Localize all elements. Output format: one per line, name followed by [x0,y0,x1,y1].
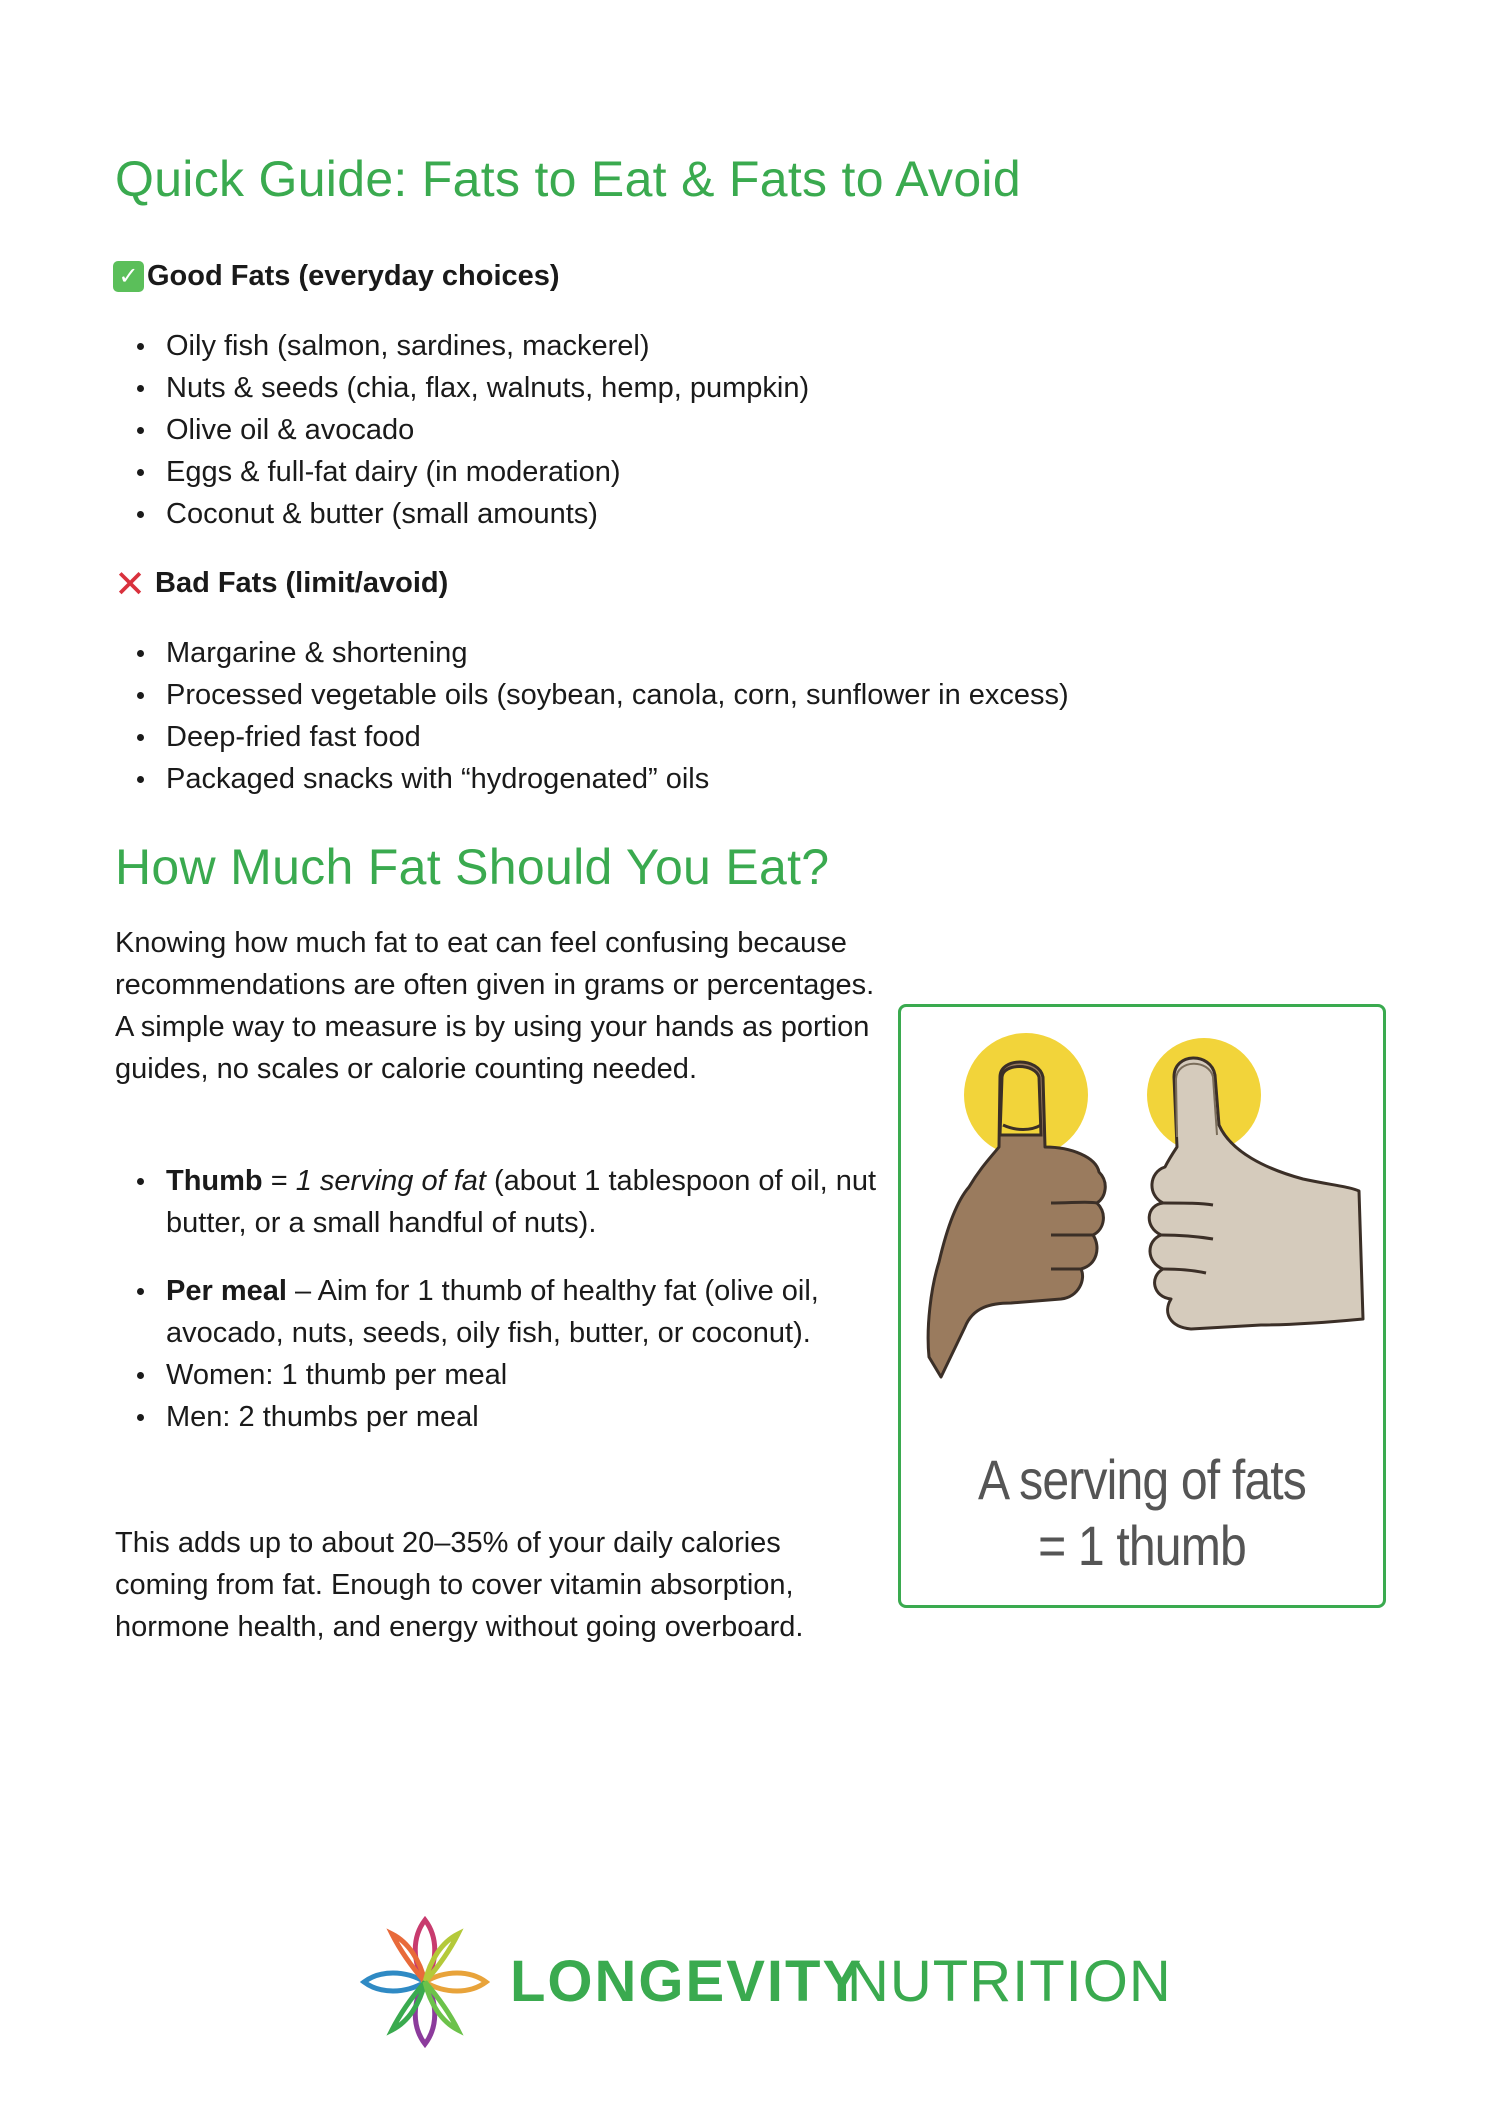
list-item: Nuts & seeds (chia, flax, walnuts, hemp, pumpkin) [133,367,809,409]
good-fats-heading [113,260,560,293]
thumb-label: Thumb [166,1165,263,1197]
bad-fats-heading-label: Bad Fats (limit/avoid) [155,567,449,599]
thumb-equals: = [262,1165,296,1197]
brand-logo [360,1912,1172,2052]
list-item: Margarine & shortening [133,632,1069,674]
bad-fats-heading [113,561,449,606]
good-fats-list [133,325,809,535]
list-item-men: Men: 2 thumbs per meal [133,1396,893,1438]
thumb-serving: 1 serving of fat [295,1165,486,1197]
closing-paragraph: This adds up to about 20–35% of your daily calories coming from fat. Enough to cover vitamin absorption, hormone health, and energy without going overboard. [115,1527,804,1643]
portion-list [133,1160,893,1438]
list-item-per-meal [133,1270,893,1354]
list-item: Coconut & butter (small amounts) [133,493,809,535]
caption-line-1: A serving of fats [977,1448,1307,1511]
list-item: Oily fish (salmon, sardines, mackerel) [133,325,809,367]
list-item: Deep-fried fast food [133,716,1069,758]
per-meal-description: – Aim for 1 thumb of healthy fat (olive oil, avocado, nuts, seeds, oily fish, butter, or coconut). [166,1275,819,1349]
bad-fats-list [133,632,1069,800]
per-meal-label: Per meal [166,1275,287,1307]
brand-name-light: NUTRITION [847,1949,1172,2014]
thumbs-up-icon [901,1007,1383,1437]
page-title: Quick Guide: Fats to Eat & Fats to Avoid [115,151,1021,207]
thumb-description: (about 1 tablespoon of oil, nut butter, or a small handful of nuts). [166,1165,877,1239]
list-item: Eggs & full-fat dairy (in moderation) [133,451,809,493]
illustration-caption [935,1447,1350,1579]
list-item: Olive oil & avocado [133,409,809,451]
section-title: How Much Fat Should You Eat? [115,839,830,895]
good-fats-heading-label: Good Fats (everyday choices) [147,260,560,292]
check-mark-icon: ✓ [113,261,144,292]
list-item-women: Women: 1 thumb per meal [133,1354,893,1396]
leaf-emblem-icon [360,1912,490,2052]
thumb-illustration [898,1004,1386,1608]
cross-mark-icon: ✕ [114,561,146,606]
list-item-thumb [133,1160,893,1244]
intro-paragraph: Knowing how much fat to eat can feel confusing because recommendations are often given in grams or percentages. A simple way to measure is by using your hands as portion guides, no scales or calorie counting needed. [115,927,875,1085]
list-item: Packaged snacks with “hydrogenated” oils [133,758,1069,800]
brand-name-bold: LONGEVITY [510,1949,864,2014]
caption-line-2: = 1 thumb [1038,1514,1246,1577]
list-item: Processed vegetable oils (soybean, canola, corn, sunflower in excess) [133,674,1069,716]
